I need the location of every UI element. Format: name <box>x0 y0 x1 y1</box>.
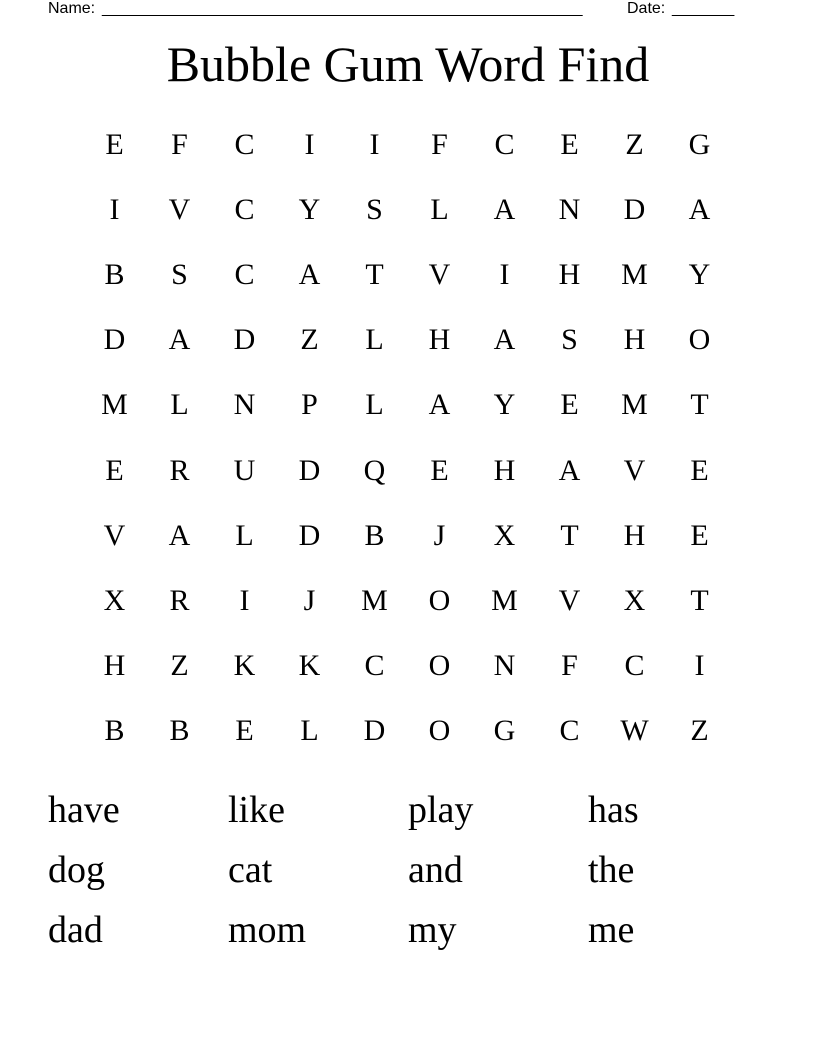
grid-letter: Z <box>690 714 709 748</box>
word-list-item: cat <box>228 849 273 891</box>
grid-letter: O <box>428 583 451 617</box>
grid-letter: E <box>105 127 124 161</box>
grid-letter: V <box>558 583 581 617</box>
grid-letter: I <box>499 257 510 291</box>
word-list-item: and <box>408 849 463 891</box>
grid-letter: C <box>234 127 255 161</box>
name-label: Name: <box>48 0 96 17</box>
grid-letter: H <box>623 518 646 552</box>
grid-letter: O <box>428 649 451 683</box>
grid-letter: A <box>493 192 516 226</box>
date-blank: _______ <box>672 0 735 17</box>
grid-letter: H <box>428 323 451 357</box>
word-list-item: dad <box>48 909 103 951</box>
grid-letter: A <box>688 192 711 226</box>
grid-letter: D <box>233 323 256 357</box>
grid-letter: L <box>365 323 384 357</box>
grid-letter: Y <box>298 192 321 226</box>
grid-letter: Y <box>688 257 711 291</box>
grid-letter: S <box>366 192 383 226</box>
grid-letter: T <box>690 583 709 617</box>
grid-letter: A <box>493 323 516 357</box>
grid-letter: C <box>364 649 385 683</box>
grid-letter: F <box>171 127 188 161</box>
grid-letter: I <box>369 127 380 161</box>
grid-letter: T <box>560 518 579 552</box>
grid-letter: H <box>558 257 581 291</box>
grid-letter: V <box>428 257 451 291</box>
grid-letter: M <box>361 583 388 617</box>
grid-letter: P <box>301 388 318 422</box>
grid-letter: D <box>298 453 321 487</box>
grid-letter: Z <box>170 649 189 683</box>
grid-letter: S <box>171 257 188 291</box>
grid-letter: D <box>363 714 386 748</box>
grid-letter: C <box>624 649 645 683</box>
word-list-item: dog <box>48 849 105 891</box>
word-list-item: mom <box>228 909 307 951</box>
grid-letter: Q <box>363 453 386 487</box>
grid-letter: L <box>300 714 319 748</box>
grid-letter: E <box>690 453 709 487</box>
grid-letter: E <box>560 127 579 161</box>
grid-letter: V <box>168 192 191 226</box>
grid-letter: V <box>623 453 646 487</box>
grid-letter: I <box>304 127 315 161</box>
word-list-item: like <box>228 789 285 831</box>
word-list-item: the <box>588 849 635 891</box>
grid-letter: A <box>298 257 321 291</box>
grid-letter: A <box>168 518 191 552</box>
grid-letter: C <box>494 127 515 161</box>
grid-letter: A <box>168 323 191 357</box>
grid-letter: R <box>169 453 190 487</box>
grid-letter: E <box>560 388 579 422</box>
grid-letter: F <box>431 127 448 161</box>
grid-letter: S <box>561 323 578 357</box>
word-list-item: has <box>588 789 639 831</box>
grid-letter: G <box>688 127 711 161</box>
grid-letter: L <box>170 388 189 422</box>
grid-letter: B <box>104 257 125 291</box>
grid-letter: O <box>428 714 451 748</box>
grid-letter: V <box>103 518 126 552</box>
date-label: Date: <box>627 0 666 17</box>
word-list-item: me <box>588 909 635 951</box>
grid-letter: E <box>690 518 709 552</box>
grid-letter: E <box>235 714 254 748</box>
grid-letter: W <box>620 714 649 748</box>
word-list-item: play <box>408 789 474 831</box>
grid-letter: O <box>688 323 711 357</box>
grid-letter: M <box>621 388 648 422</box>
grid-letter: I <box>109 192 120 226</box>
grid-letter: N <box>558 192 581 226</box>
word-list-item: my <box>408 909 457 951</box>
letter-grid <box>82 112 732 764</box>
grid-letter: A <box>558 453 581 487</box>
grid-letter: X <box>493 518 516 552</box>
grid-letter: K <box>298 649 321 683</box>
grid-letter: M <box>101 388 128 422</box>
grid-letter: L <box>365 388 384 422</box>
grid-letter: K <box>233 649 256 683</box>
grid-letter: C <box>559 714 580 748</box>
grid-letter: X <box>623 583 646 617</box>
grid-letter: G <box>493 714 516 748</box>
grid-letter: D <box>623 192 646 226</box>
grid-letter: U <box>233 453 256 487</box>
grid-letter: M <box>491 583 518 617</box>
grid-letter: L <box>430 192 449 226</box>
grid-letter: B <box>169 714 190 748</box>
grid-letter: A <box>428 388 451 422</box>
grid-letter: H <box>493 453 516 487</box>
grid-letter: N <box>233 388 256 422</box>
grid-letter: T <box>690 388 709 422</box>
grid-letter: J <box>303 583 316 617</box>
page-title: Bubble Gum Word Find <box>166 36 650 92</box>
grid-letter: I <box>239 583 250 617</box>
grid-letter: E <box>105 453 124 487</box>
grid-letter: B <box>104 714 125 748</box>
grid-letter: D <box>103 323 126 357</box>
name-blank: ______________________________________________________ <box>102 0 583 17</box>
grid-letter: H <box>623 323 646 357</box>
grid-letter: C <box>234 257 255 291</box>
grid-letter: M <box>621 257 648 291</box>
grid-letter: C <box>234 192 255 226</box>
header-line <box>48 0 748 20</box>
grid-letter: D <box>298 518 321 552</box>
grid-letter: F <box>561 649 578 683</box>
grid-letter: X <box>103 583 126 617</box>
grid-letter: E <box>430 453 449 487</box>
grid-letter: B <box>364 518 385 552</box>
grid-letter: R <box>169 583 190 617</box>
grid-letter: L <box>235 518 254 552</box>
grid-letter: N <box>493 649 516 683</box>
word-list <box>48 780 768 960</box>
grid-letter: H <box>103 649 126 683</box>
grid-letter: Z <box>625 127 644 161</box>
grid-letter: J <box>433 518 446 552</box>
word-list-item: have <box>48 789 120 831</box>
grid-letter: I <box>694 649 705 683</box>
grid-letter: Y <box>493 388 516 422</box>
grid-letter: Z <box>300 323 319 357</box>
grid-letter: T <box>365 257 384 291</box>
